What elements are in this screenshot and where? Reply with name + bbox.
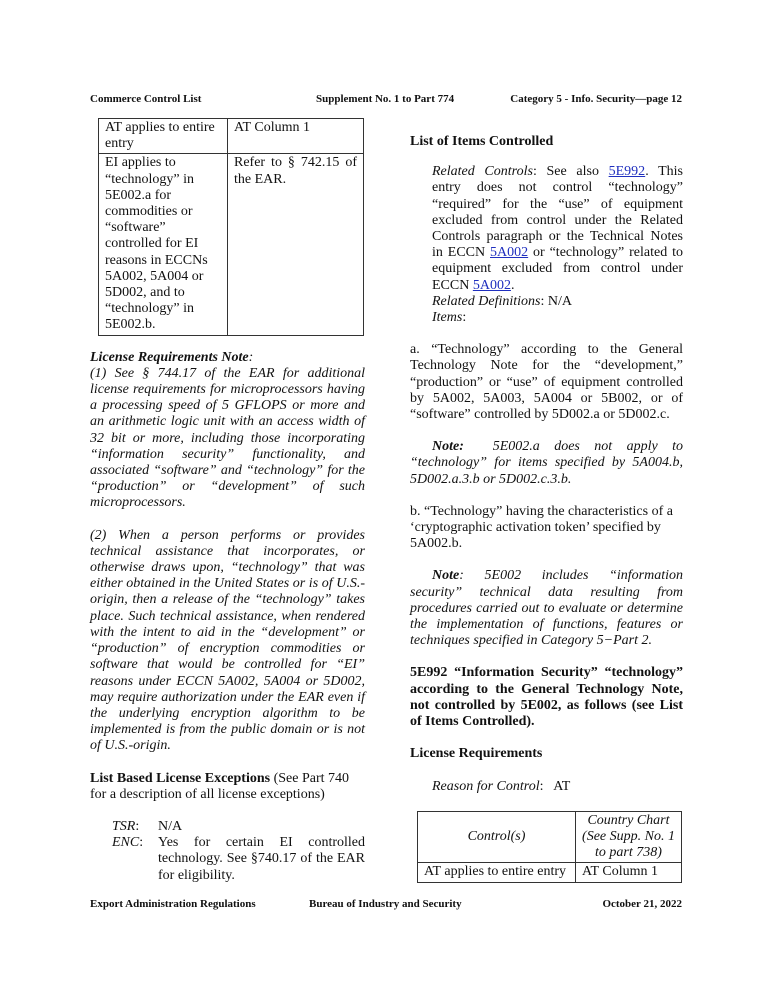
related-controls: [410, 164, 683, 294]
exceptions-list: [90, 819, 365, 884]
exception-value: Yes for certain EI controlled technology. See §740.17 of the EAR for eligibility.: [158, 835, 365, 883]
related-controls-text: . This entry does not control “technology” “required” for the “use” of equipment excluded from control under the Related Controls paragraph or the Technical Notes in ECCN: [432, 164, 683, 261]
note-a-text: 5E002.a does not apply to “technology” for items specified by 5A004.b, 5D002.a.3.b or 5D002.c.3.b.: [410, 439, 687, 487]
note-b: [410, 568, 683, 649]
note-b-text: : 5E002 includes “information security” technical data resulting from procedures carried out to evaluate or determine the implementation of functions, features or techniques specified in Category 5−Part 2.: [410, 568, 683, 649]
related-controls-label: Related Controls: [432, 164, 533, 180]
footer-right: October 21, 2022: [602, 898, 682, 910]
exception-key: TSR:: [112, 818, 140, 834]
table-row: [99, 119, 364, 154]
lble-paren: (See Part 740 for a description of all license exceptions): [90, 770, 350, 802]
license-table: [98, 118, 364, 336]
items-label: [410, 310, 683, 326]
related-controls-text: .: [510, 277, 515, 293]
table-cell: EI applies to “technology” in 5E002.a for commodities or “software” controlled for EI reasons in ECCNs 5A002, 5A004 or 5D002, and to “technology” in 5E002.b.: [99, 154, 228, 335]
table-cell: Refer to § 742.15 of the EAR.: [228, 154, 364, 335]
items-label-text: Items: [432, 310, 463, 326]
table-header-cell: Control(s): [418, 811, 576, 863]
country-chart-table: [417, 811, 682, 883]
related-definitions-label: Related Definitions: [432, 293, 541, 309]
items-colon: :: [462, 310, 467, 326]
table-cell: AT Column 1: [576, 863, 682, 882]
table-cell: AT applies to entire entry: [99, 119, 228, 154]
item-a: a. “Technology” according to the General Technology Note for the “development,” “production” or “use” of equipment controlled by 5A002, 5A003, 5A004 or 5B002, or of “software” controlled by 5D002.a or 5D002.c.: [410, 342, 683, 423]
header-left: Commerce Control List: [90, 93, 202, 105]
license-note-heading-text: License Requirements Note: [90, 349, 249, 365]
license-requirements-heading: License Requirements: [410, 746, 543, 762]
exception-item: [112, 819, 365, 835]
license-note-colon: :: [248, 349, 254, 365]
lble-paragraph: [90, 771, 365, 803]
header-center: Supplement No. 1 to Part 774: [316, 93, 455, 105]
related-controls-text: : See also: [532, 164, 609, 180]
exception-key: ENC:: [112, 835, 144, 851]
license-note-1: (1) See § 744.17 of the EAR for additional license requirements for microprocessors having a processing speed of 5 GFLOPS or more and an arithmetic logic unit with an access width of 32 bit or more, including those incorporating “information security” functionality, and associated “software” and “technology” for the “production” or “development” of such microprocessors.: [90, 365, 365, 511]
link-5e992[interactable]: 5E992: [608, 164, 646, 180]
related-definitions-value: : N/A: [540, 293, 572, 309]
link-5a002[interactable]: 5A002: [490, 245, 529, 261]
license-note: [90, 350, 365, 755]
exception-item: [112, 835, 365, 884]
list-items-heading: List of Items Controlled: [410, 134, 554, 149]
reason-label: Reason for Control: [432, 778, 540, 794]
table-cell: AT applies to entire entry: [418, 863, 576, 882]
table-row: [418, 863, 682, 882]
left-column: [90, 118, 365, 884]
right-column: [410, 134, 687, 883]
reason-value: : AT: [539, 778, 571, 794]
entry-5e992-heading: 5E992 “Information Security” “technology” according to the General Technology Note, not controlled by 5E002, as follows (see List of Items Controlled).: [410, 665, 683, 730]
related-definitions: [410, 294, 683, 310]
note-a-label: Note:: [432, 439, 464, 455]
exception-value: N/A: [158, 818, 183, 834]
item-b: b. “Technology” having the characteristics of a ‘cryptographic activation token’ specified by 5A002.b.: [410, 503, 673, 552]
link-5a002[interactable]: 5A002: [472, 277, 511, 293]
table-row: [99, 154, 364, 335]
footer-left: Export Administration Regulations: [90, 898, 256, 910]
related-controls-text: or “technology” related to equipment excluded from control under ECCN: [432, 245, 683, 293]
reason-for-control: [410, 779, 683, 795]
table-header-row: [418, 811, 682, 863]
footer-center: Bureau of Industry and Security: [309, 898, 462, 910]
license-note-heading: [90, 350, 365, 366]
header-right: Category 5 - Info. Security—page 12: [510, 93, 682, 105]
table-cell: AT Column 1: [228, 119, 364, 154]
table-header-cell: Country Chart (See Supp. No. 1 to part 738): [576, 811, 682, 863]
lble-heading: List Based License Exceptions: [90, 770, 271, 786]
license-note-2: (2) When a person performs or provides technical assistance that incorporates, or otherwise draws upon, “technology” that was either obtained in the United States or is of U.S.-origin, then a release of the “technology” takes place. Such technical assistance, when rendered with the intent to aid in the “development” or “production” of encryption commodities or software that would be controlled for “EI” reasons under ECCN 5A002, 5A004 or 5D002, may require authorization under the EAR even if the underlying encryption algorithm to be implemented is from the public domain or is not of U.S.-origin.: [90, 527, 365, 754]
note-b-label: Note: [432, 568, 460, 584]
note-a: [410, 439, 687, 488]
